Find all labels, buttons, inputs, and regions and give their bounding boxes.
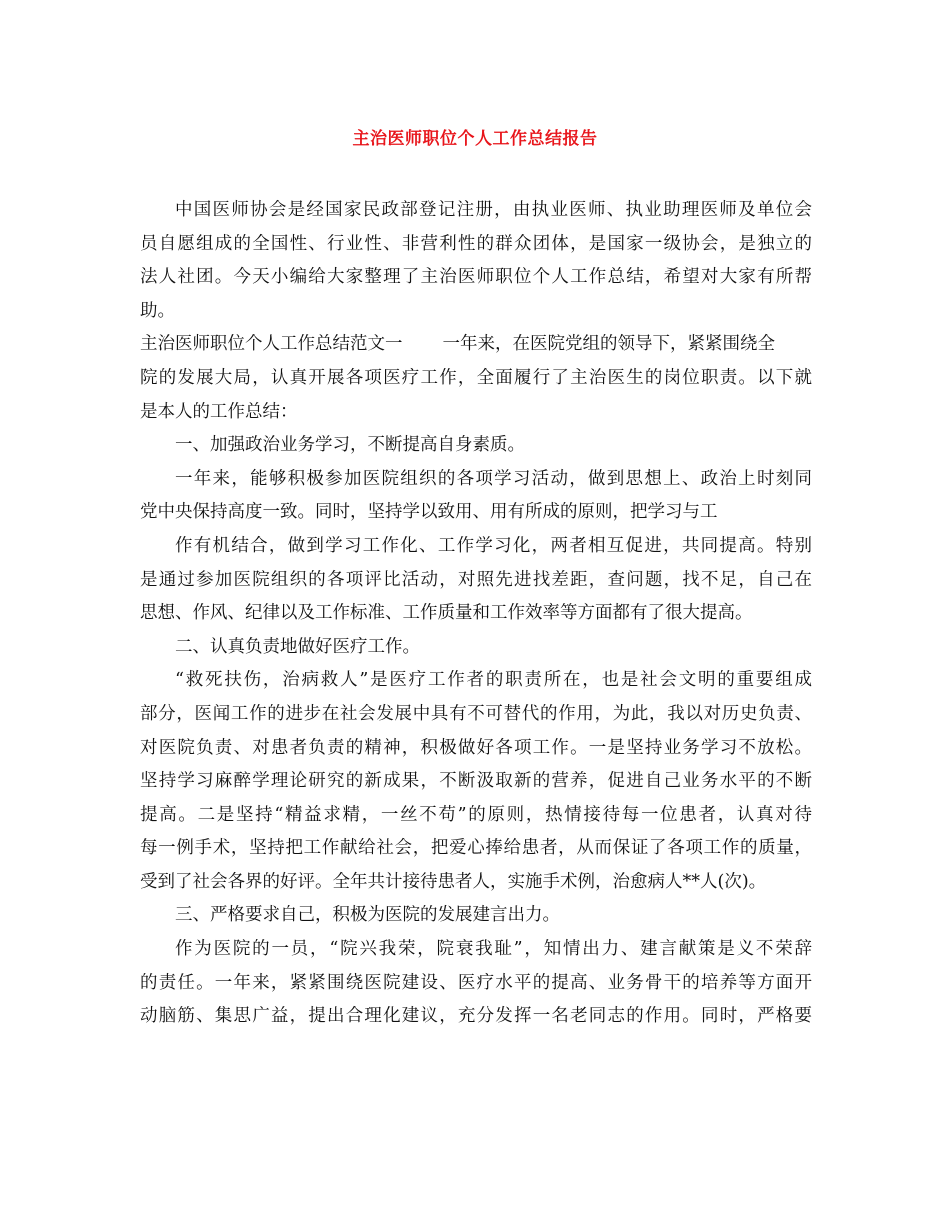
text-line: 助。	[140, 300, 175, 321]
text-line: 员自愿组成的全国性、行业性、非营利性的群众团体，是国家一级协会，是独立的	[140, 233, 812, 254]
text-line-section-heading	[140, 328, 812, 362]
section-heading: 一、加强政治业务学习，不断提高自身素质。	[175, 435, 525, 456]
text-line: 动脑筋、集思广益，提出合理化建议，充分发挥一名老同志的作用。同时，严格要	[140, 1006, 812, 1027]
text-line: 法人社团。今天小编给大家整理了主治医师职位个人工作总结，希望对大家有所帮	[140, 267, 812, 288]
text-line: 院的发展大局，认真开展各项医疗工作，全面履行了主治医生的岗位职责。以下就	[140, 367, 812, 388]
text-run: 一年来，在医院党组的领导下，紧紧围绕全	[442, 334, 775, 355]
text-line: 作有机结合，做到学习工作化、工作学习化，两者相互促进，共同提高。特别	[175, 535, 812, 556]
text-line: 坚持学习麻醉学理论研究的新成果，不断汲取新的营养，促进自己业务水平的不断	[140, 771, 812, 792]
text-line: 思想、作风、纪律以及工作标准、工作质量和工作效率等方面都有了很大提高。	[140, 603, 753, 624]
section-heading: 三、严格要求自己，积极为医院的发展建言出力。	[175, 905, 560, 926]
text-line: 作为医院的一员，“院兴我荣，院衰我耻”，知情出力、建言献策是义不荣辞	[175, 939, 812, 960]
document-title: 主治医师职位个人工作总结报告	[352, 129, 598, 149]
text-line: 是本人的工作总结：	[140, 401, 298, 422]
text-line: “救死扶伤，治病救人”是医疗工作者的职责所在，也是社会文明的重要组成	[175, 670, 812, 691]
text-line: 部分，医闻工作的进步在社会发展中具有不可替代的作用，为此，我以对历史负责、	[140, 703, 812, 724]
text-line: 每一例手术，坚持把工作献给社会，把爱心捧给患者，从而保证了各项工作的质量，	[140, 838, 812, 859]
text-line: 提高。二是坚持“精益求精，一丝不苟”的原则，热情接待每一位患者，认真对待	[140, 804, 812, 825]
text-line: 中国医师协会是经国家民政部登记注册，由执业医师、执业助理医师及单位会	[175, 200, 812, 220]
text-line: 受到了社会各界的好评。全年共计接待患者人，实施手术例，治愈病人**人(次)。	[140, 871, 767, 892]
text-line: 是通过参加医院组织的各项评比活动，对照先进找差距，查问题，找不足，自己在	[140, 569, 812, 590]
document-body	[140, 194, 812, 1034]
section-heading: 主治医师职位个人工作总结范文一	[140, 334, 403, 355]
text-line: 党中央保持高度一致。同时，坚持学以致用、用有所成的原则，把学习与工	[140, 502, 718, 523]
text-line: 一年来，能够积极参加医院组织的各项学习活动，做到思想上、政治上时刻同	[175, 468, 812, 489]
text-line: 的责任。一年来，紧紧围绕医院建设、医疗水平的提高、业务骨干的培养等方面开	[140, 972, 812, 993]
section-heading: 二、认真负责地做好医疗工作。	[175, 636, 420, 657]
text-line: 对医院负责、对患者负责的精神，积极做好各项工作。一是坚持业务学习不放松。	[140, 737, 812, 758]
